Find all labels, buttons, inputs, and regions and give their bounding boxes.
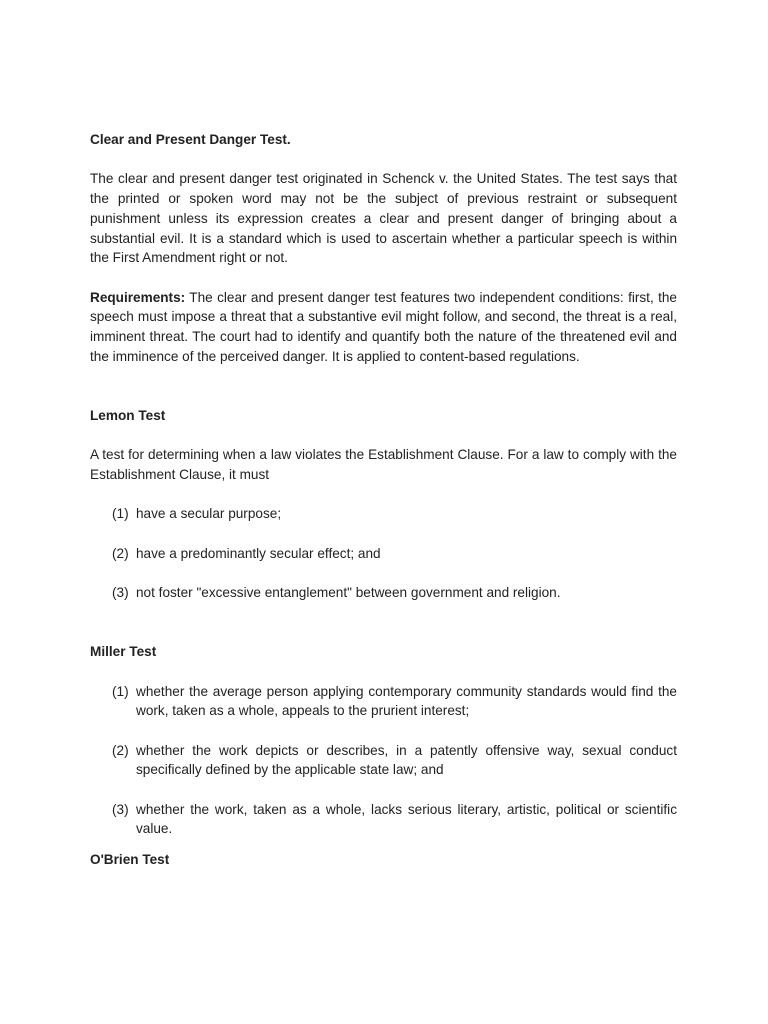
list-item <box>90 682 677 721</box>
list-item <box>90 800 677 839</box>
list-item-text: have a predominantly secular effect; and <box>136 545 381 561</box>
clear-present-paragraph: The clear and present danger test originated in Schenck v. the United States. The test says that the printed or spoken word may not be the subject of previous restraint or subsequent punishment unless its expression creates a clear and present danger of bringing about a substantial evil. It is a standard which is used to ascertain whether a particular speech is within the First Amendment right or not. <box>90 171 677 266</box>
list-item <box>90 504 677 524</box>
requirements-label: Requirements: <box>90 289 186 305</box>
list-item-text: whether the work, taken as a whole, lacks serious literary, artistic, political or scientific value. <box>136 801 677 837</box>
list-item-number: (1) <box>112 683 129 699</box>
miller-heading: Miller Test <box>90 644 157 660</box>
list-item-number: (3) <box>112 585 129 601</box>
requirements-paragraph <box>90 288 677 367</box>
obrien-heading: O'Brien Test <box>90 852 170 868</box>
list-item <box>90 544 677 564</box>
requirements-text: The clear and present danger test features two independent conditions: first, the speech must impose a threat that a substantive evil might follow, and second, the threat is a real, imminent threat. The court had to identify and quantify both the nature of the threatened evil and the imminence of the perceived danger. It is applied to content-based regulations. <box>90 289 677 364</box>
list-item-text: whether the average person applying contemporary community standards would find the work, taken as a whole, appeals to the prurient interest; <box>136 683 677 719</box>
section-gap <box>90 622 677 642</box>
list-item-number: (2) <box>112 545 129 561</box>
list-item <box>90 583 677 603</box>
list-item-number: (3) <box>112 801 129 817</box>
section-gap <box>90 386 677 406</box>
list-item-number: (2) <box>112 742 129 758</box>
lemon-intro: A test for determining when a law violates the Establishment Clause. For a law to comply with the Establishment Clause, it must <box>90 447 677 482</box>
miller-list <box>90 682 677 840</box>
list-item-text: not foster "excessive entanglement" between government and religion. <box>136 585 561 601</box>
list-item <box>90 741 677 780</box>
document-page <box>90 130 677 890</box>
list-item-text: have a secular purpose; <box>136 506 282 522</box>
list-item-text: whether the work depicts or describes, in a patently offensive way, sexual conduct specifically defined by the applicable state law; and <box>136 742 677 778</box>
list-item-number: (1) <box>112 506 129 522</box>
lemon-heading: Lemon Test <box>90 407 166 423</box>
lemon-list <box>90 504 677 602</box>
clear-present-heading: Clear and Present Danger Test. <box>90 132 291 147</box>
